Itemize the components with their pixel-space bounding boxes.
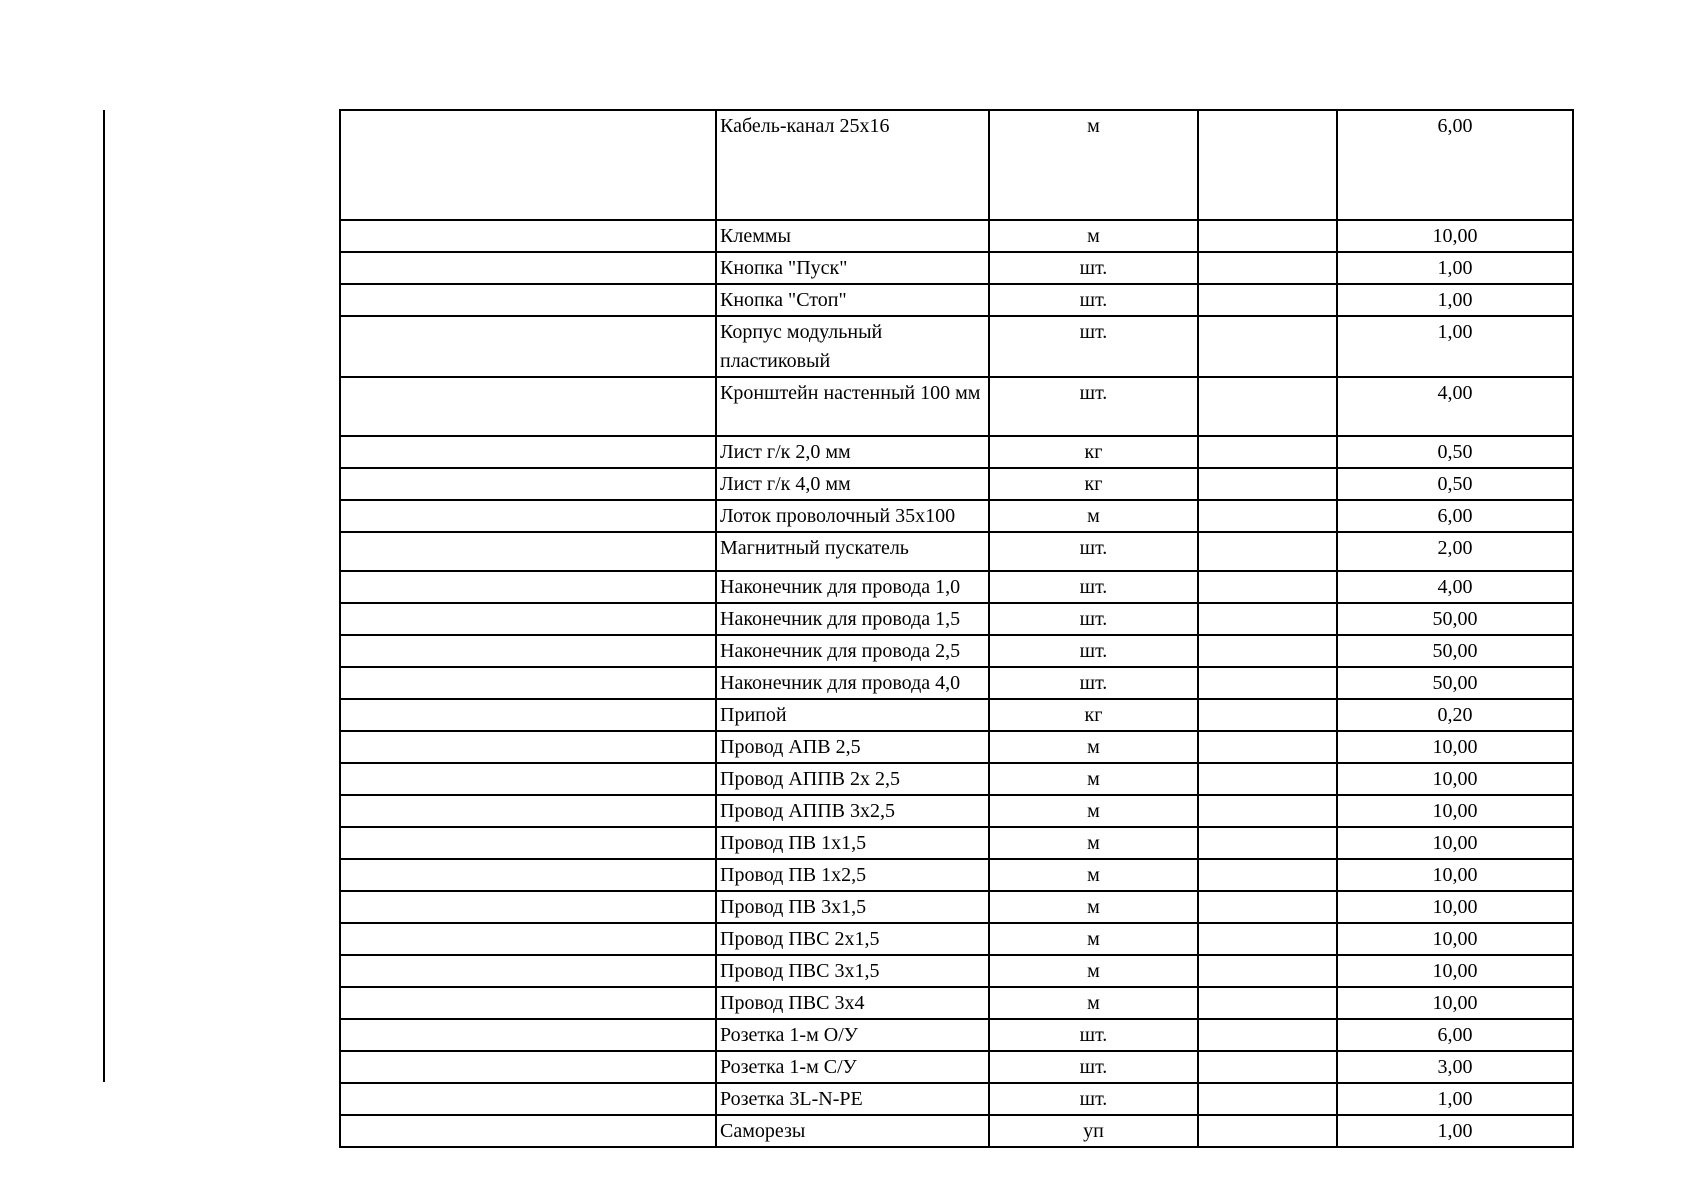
blank-cell [340,1019,716,1051]
empty-cell [1198,763,1337,795]
quantity-value: 10,00 [1432,992,1478,1014]
empty-cell [1198,284,1337,316]
material-name: Провод ПВ 1х1,5 [720,832,867,854]
table-row [340,284,1573,316]
material-name-cell [716,316,989,377]
material-name: Наконечник для провода 1,0 [720,576,961,598]
unit-value: м [1087,832,1100,854]
blank-cell [340,436,716,468]
unit-cell [989,891,1198,923]
unit-value: шт. [1079,672,1108,694]
quantity-value: 3,00 [1437,1056,1473,1078]
table-row [340,795,1573,827]
material-name: Кнопка "Пуск" [720,257,848,279]
material-name-cell [716,699,989,731]
quantity-value: 10,00 [1432,896,1478,918]
empty-cell [1198,1083,1337,1115]
unit-cell [989,1019,1198,1051]
empty-cell [1198,377,1337,436]
materials-table-body [340,110,1573,1147]
quantity-cell [1337,859,1573,891]
quantity-value: 10,00 [1432,960,1478,982]
unit-value: шт. [1079,608,1108,630]
quantity-cell [1337,763,1573,795]
quantity-cell [1337,220,1573,252]
empty-cell [1198,571,1337,603]
table-row [340,635,1573,667]
quantity-cell [1337,1019,1573,1051]
table-row [340,1115,1573,1147]
table-row [340,731,1573,763]
material-name: Наконечник для провода 2,5 [720,640,961,662]
unit-cell [989,667,1198,699]
material-name: Наконечник для провода 4,0 [720,672,961,694]
materials-table [339,109,1574,1148]
quantity-value: 10,00 [1432,768,1478,790]
empty-cell [1198,635,1337,667]
material-name: Саморезы [720,1120,806,1142]
unit-value: м [1087,505,1100,527]
blank-cell [340,220,716,252]
unit-value: шт. [1079,576,1108,598]
material-name-cell [716,1019,989,1051]
quantity-cell [1337,923,1573,955]
table-row [340,667,1573,699]
blank-cell [340,667,716,699]
empty-cell [1198,316,1337,377]
quantity-cell [1337,1115,1573,1147]
blank-cell [340,827,716,859]
material-name: Розетка 3L-N-PE [720,1088,863,1110]
empty-cell [1198,987,1337,1019]
table-row [340,377,1573,436]
quantity-value: 10,00 [1432,736,1478,758]
material-name-cell [716,110,989,220]
unit-value: шт. [1079,1056,1108,1078]
quantity-cell [1337,1083,1573,1115]
quantity-cell [1337,571,1573,603]
blank-cell [340,859,716,891]
material-name-cell [716,252,989,284]
quantity-value: 1,00 [1437,257,1473,279]
quantity-cell [1337,316,1573,377]
material-name: Розетка 1-м О/У [720,1024,858,1046]
unit-cell [989,795,1198,827]
quantity-value: 10,00 [1432,225,1478,247]
unit-cell [989,1051,1198,1083]
left-margin-rule [103,110,105,1082]
material-name: Лоток проволочный 35х100 [720,505,956,527]
unit-value: м [1087,992,1100,1014]
quantity-cell [1337,500,1573,532]
quantity-cell [1337,110,1573,220]
quantity-cell [1337,635,1573,667]
table-row [340,1051,1573,1083]
empty-cell [1198,667,1337,699]
material-name-cell [716,500,989,532]
blank-cell [340,1115,716,1147]
table-row [340,500,1573,532]
unit-cell [989,827,1198,859]
unit-value: кг [1084,441,1103,463]
quantity-cell [1337,1051,1573,1083]
unit-cell [989,110,1198,220]
quantity-cell [1337,699,1573,731]
material-name: Провод ПВС 2х1,5 [720,928,880,950]
unit-value: кг [1084,704,1103,726]
blank-cell [340,955,716,987]
material-name: Провод АППВ 2х 2,5 [720,768,901,790]
table-row [340,316,1573,377]
unit-cell [989,220,1198,252]
unit-cell [989,500,1198,532]
quantity-value: 6,00 [1437,505,1473,527]
empty-cell [1198,1019,1337,1051]
material-name: Провод ПВ 3х1,5 [720,896,867,918]
material-name: Клеммы [720,225,791,247]
empty-cell [1198,1051,1337,1083]
blank-cell [340,252,716,284]
unit-value: м [1087,736,1100,758]
empty-cell [1198,220,1337,252]
quantity-cell [1337,468,1573,500]
quantity-value: 1,00 [1437,1088,1473,1110]
material-name-cell [716,827,989,859]
material-name-cell [716,436,989,468]
unit-value: м [1087,115,1100,137]
unit-value: шт. [1079,289,1108,311]
quantity-value: 50,00 [1432,608,1478,630]
unit-cell [989,635,1198,667]
blank-cell [340,603,716,635]
blank-cell [340,923,716,955]
quantity-value: 6,00 [1437,1024,1473,1046]
unit-cell [989,252,1198,284]
quantity-cell [1337,436,1573,468]
blank-cell [340,571,716,603]
quantity-cell [1337,827,1573,859]
material-name: Провод АППВ 3х2,5 [720,800,896,822]
empty-cell [1198,436,1337,468]
material-name: Корпус модульный пластиковый [720,321,883,372]
unit-cell [989,571,1198,603]
material-name-cell [716,955,989,987]
quantity-cell [1337,955,1573,987]
blank-cell [340,635,716,667]
table-row [340,987,1573,1019]
table-row [340,571,1573,603]
material-name: Провод АПВ 2,5 [720,736,861,758]
material-name-cell [716,923,989,955]
empty-cell [1198,500,1337,532]
unit-cell [989,987,1198,1019]
unit-value: шт. [1079,1024,1108,1046]
material-name-cell [716,731,989,763]
quantity-value: 2,00 [1437,537,1473,559]
unit-value: уп [1083,1120,1104,1142]
unit-cell [989,436,1198,468]
empty-cell [1198,603,1337,635]
material-name-cell [716,1083,989,1115]
material-name: Кнопка "Стоп" [720,289,847,311]
blank-cell [340,891,716,923]
table-row [340,436,1573,468]
unit-value: шт. [1079,537,1108,559]
material-name: Лист г/к 4,0 мм [720,473,851,495]
quantity-value: 1,00 [1437,1120,1473,1142]
unit-cell [989,731,1198,763]
material-name-cell [716,763,989,795]
material-name-cell [716,468,989,500]
blank-cell [340,500,716,532]
unit-value: м [1087,225,1100,247]
blank-cell [340,795,716,827]
blank-cell [340,316,716,377]
quantity-value: 4,00 [1437,382,1473,404]
unit-value: м [1087,896,1100,918]
material-name-cell [716,377,989,436]
unit-cell [989,1115,1198,1147]
table-row [340,859,1573,891]
empty-cell [1198,795,1337,827]
table-row [340,699,1573,731]
quantity-value: 6,00 [1437,115,1473,137]
quantity-value: 0,50 [1437,473,1473,495]
table-row [340,110,1573,220]
empty-cell [1198,731,1337,763]
quantity-value: 4,00 [1437,576,1473,598]
quantity-cell [1337,731,1573,763]
quantity-cell [1337,795,1573,827]
blank-cell [340,1083,716,1115]
table-row [340,923,1573,955]
material-name-cell [716,284,989,316]
unit-value: м [1087,768,1100,790]
unit-value: шт. [1079,321,1108,343]
material-name: Кронштейн настенный 100 мм [720,382,981,404]
table-row [340,252,1573,284]
blank-cell [340,532,716,571]
unit-value: шт. [1079,257,1108,279]
unit-value: м [1087,800,1100,822]
quantity-value: 1,00 [1437,321,1473,343]
unit-cell [989,316,1198,377]
quantity-value: 0,20 [1437,704,1473,726]
unit-cell [989,699,1198,731]
table-row [340,220,1573,252]
blank-cell [340,377,716,436]
unit-value: кг [1084,473,1103,495]
quantity-value: 10,00 [1432,832,1478,854]
material-name-cell [716,987,989,1019]
empty-cell [1198,1115,1337,1147]
empty-cell [1198,468,1337,500]
quantity-value: 1,00 [1437,289,1473,311]
material-name: Лист г/к 2,0 мм [720,441,851,463]
empty-cell [1198,955,1337,987]
material-name-cell [716,1051,989,1083]
table-row [340,1019,1573,1051]
quantity-value: 10,00 [1432,864,1478,886]
empty-cell [1198,252,1337,284]
material-name-cell [716,795,989,827]
unit-value: м [1087,960,1100,982]
quantity-value: 50,00 [1432,672,1478,694]
quantity-cell [1337,987,1573,1019]
blank-cell [340,763,716,795]
material-name-cell [716,891,989,923]
quantity-value: 0,50 [1437,441,1473,463]
unit-cell [989,923,1198,955]
empty-cell [1198,923,1337,955]
unit-cell [989,1083,1198,1115]
material-name-cell [716,571,989,603]
unit-value: шт. [1079,382,1108,404]
empty-cell [1198,859,1337,891]
quantity-cell [1337,603,1573,635]
material-name: Розетка 1-м С/У [720,1056,857,1078]
unit-value: шт. [1079,1088,1108,1110]
table-row [340,763,1573,795]
empty-cell [1198,891,1337,923]
table-row [340,891,1573,923]
material-name-cell [716,667,989,699]
quantity-value: 10,00 [1432,928,1478,950]
unit-value: м [1087,928,1100,950]
unit-value: м [1087,864,1100,886]
quantity-cell [1337,252,1573,284]
quantity-cell [1337,284,1573,316]
table-row [340,468,1573,500]
empty-cell [1198,110,1337,220]
quantity-cell [1337,377,1573,436]
material-name-cell [716,603,989,635]
material-name: Провод ПВС 3х4 [720,992,865,1014]
unit-cell [989,859,1198,891]
blank-cell [340,987,716,1019]
material-name-cell [716,635,989,667]
table-row [340,955,1573,987]
table-row [340,603,1573,635]
unit-cell [989,377,1198,436]
material-name-cell [716,220,989,252]
table-row [340,827,1573,859]
table-row [340,532,1573,571]
material-name: Кабель-канал 25х16 [720,115,890,137]
material-name: Магнитный пускатель [720,537,909,559]
material-name: Припой [720,704,787,726]
material-name: Провод ПВС 3х1,5 [720,960,880,982]
unit-cell [989,603,1198,635]
unit-value: шт. [1079,640,1108,662]
quantity-cell [1337,532,1573,571]
unit-cell [989,955,1198,987]
empty-cell [1198,699,1337,731]
blank-cell [340,699,716,731]
blank-cell [340,468,716,500]
unit-cell [989,284,1198,316]
blank-cell [340,1051,716,1083]
table-row [340,1083,1573,1115]
material-name-cell [716,1115,989,1147]
material-name: Провод ПВ 1х2,5 [720,864,867,886]
blank-cell [340,110,716,220]
empty-cell [1198,532,1337,571]
quantity-cell [1337,667,1573,699]
material-name-cell [716,532,989,571]
quantity-cell [1337,891,1573,923]
empty-cell [1198,827,1337,859]
quantity-value: 10,00 [1432,800,1478,822]
blank-cell [340,731,716,763]
unit-cell [989,468,1198,500]
blank-cell [340,284,716,316]
material-name-cell [716,859,989,891]
quantity-value: 50,00 [1432,640,1478,662]
unit-cell [989,532,1198,571]
material-name: Наконечник для провода 1,5 [720,608,961,630]
unit-cell [989,763,1198,795]
